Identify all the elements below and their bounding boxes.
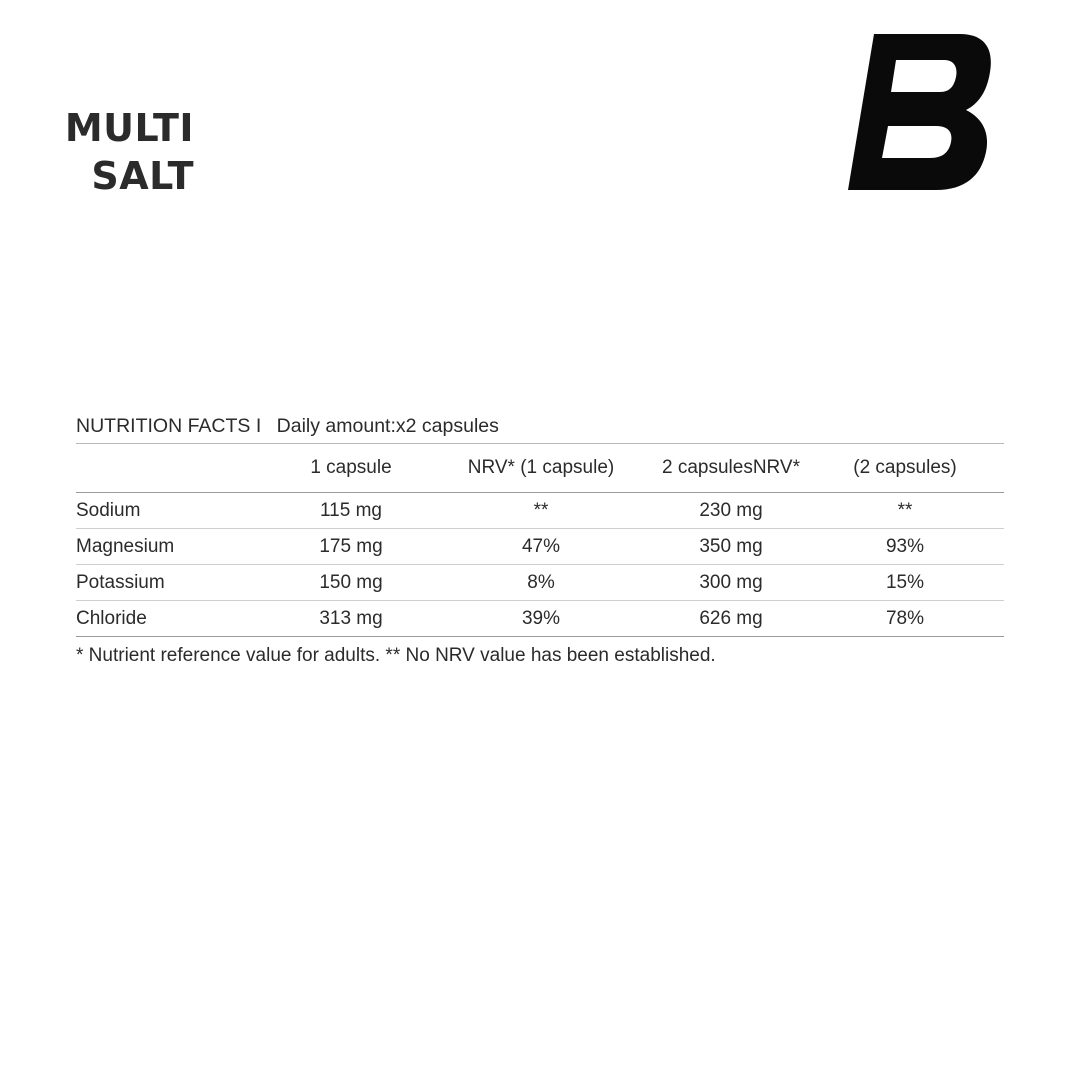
nutrient-name: Chloride <box>76 607 147 629</box>
product-title-line-1: MULTI <box>64 106 194 150</box>
table-row <box>76 601 1004 637</box>
nutrient-name: Magnesium <box>76 535 175 557</box>
product-title-line-2: SALT <box>91 154 194 198</box>
table-cell: 230 mg <box>699 499 763 521</box>
table-cell: 78% <box>885 607 925 629</box>
nutrition-heading <box>76 412 1004 444</box>
table-cell: 313 mg <box>319 607 383 629</box>
nutrition-table <box>76 444 1004 637</box>
table-cell: 93% <box>885 535 925 557</box>
column-header: 2 capsulesNRV* <box>661 457 800 478</box>
table-cell: 115 mg <box>320 499 382 521</box>
table-cell: 626 mg <box>699 607 763 629</box>
nutrition-heading-label: NUTRITION FACTS I <box>76 415 262 437</box>
table-cell: ** <box>897 499 913 521</box>
daily-amount: Daily amount:x2 capsules <box>276 415 499 437</box>
table-row <box>76 493 1004 529</box>
nutrient-name: Potassium <box>76 571 165 593</box>
b-logo-icon <box>848 34 992 190</box>
table-cell: 8% <box>527 571 555 593</box>
table-header-row <box>76 444 1004 493</box>
table-cell: 150 mg <box>319 571 383 593</box>
column-header: 1 capsule <box>310 457 392 478</box>
column-header: NRV* (1 capsule) <box>467 457 615 478</box>
table-cell: 175 mg <box>319 535 383 557</box>
nutrient-name: Sodium <box>76 499 141 521</box>
table-cell: 39% <box>521 607 561 629</box>
table-cell: 15% <box>885 571 925 593</box>
table-row <box>76 529 1004 565</box>
table-cell: 350 mg <box>699 535 763 557</box>
column-header: (2 capsules) <box>853 457 957 478</box>
table-cell: 47% <box>521 535 561 557</box>
table-row <box>76 565 1004 601</box>
nutrition-facts <box>76 412 1004 667</box>
table-cell: 300 mg <box>699 571 763 593</box>
table-cell: ** <box>533 499 549 521</box>
nrv-footnote: * Nutrient reference value for adults. ** No NRV value has been established. <box>76 645 716 666</box>
product-title <box>62 104 194 200</box>
